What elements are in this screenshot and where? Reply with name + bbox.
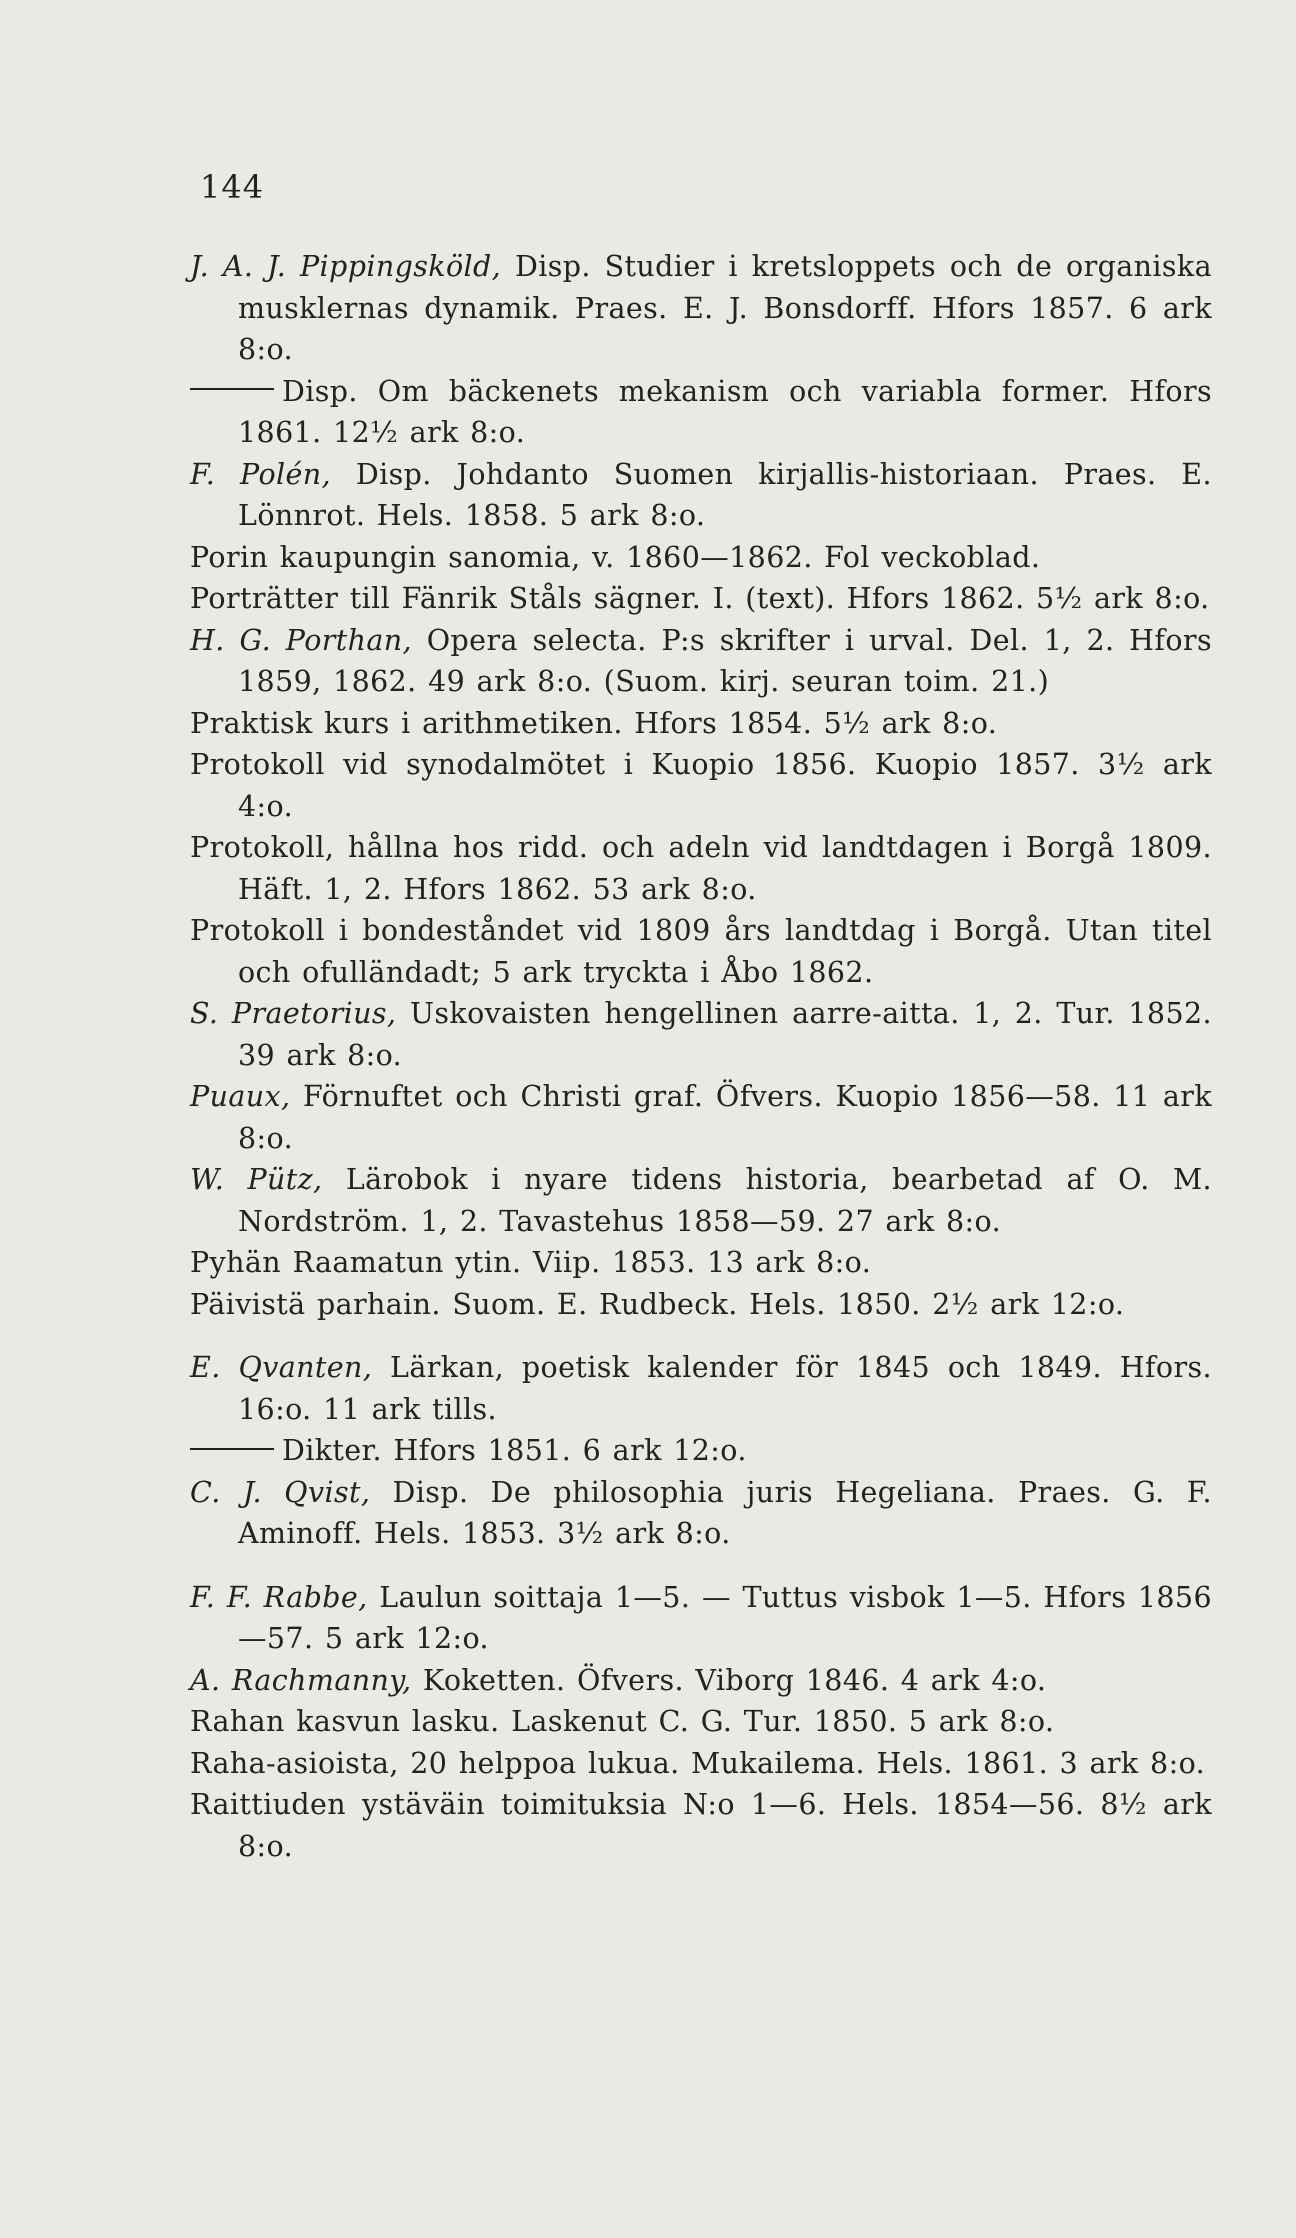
- ditto-dash: [190, 1448, 274, 1450]
- entry-text: Disp. Johdanto Suomen kirjallis-historiaan. Praes. E. Lönnrot. Hels. 1858. 5 ark 8:o.: [238, 457, 1212, 532]
- bibliography-entry: [190, 1284, 1212, 1326]
- entry-text: Laulun soittaja 1—5. — Tuttus visbok 1—5. Hfors 1856—57. 5 ark 12:o.: [238, 1580, 1212, 1655]
- entry-text: Protokoll, hållna hos ridd. och adeln vid landtdagen i Borgå 1809. Häft. 1, 2. Hfors 1862. 53 ark 8:o.: [190, 831, 1212, 906]
- bibliography-entry: [190, 1743, 1212, 1785]
- bibliography-entry: [190, 537, 1212, 579]
- page-number: 144: [200, 168, 265, 206]
- entry-text: Porträtter till Fänrik Ståls sägner. I. (text). Hfors 1862. 5½ ark 8:o.: [190, 582, 1210, 615]
- entry-author: A. Rachmanny,: [190, 1663, 412, 1697]
- entry-text: Pyhän Raamatun ytin. Viip. 1853. 13 ark 8:o.: [190, 1246, 872, 1279]
- entry-author: F. Polén,: [190, 457, 331, 491]
- entry-text: Dikter. Hfors 1851. 6 ark 12:o.: [282, 1434, 747, 1467]
- entry-text: Disp. De philosophia juris Hegeliana. Praes. G. F. Aminoff. Hels. 1853. 3½ ark 8:o.: [238, 1475, 1212, 1550]
- bibliography-entry: [190, 993, 1212, 1076]
- bibliography-entry: [190, 1472, 1212, 1555]
- bibliography-entry: [190, 454, 1212, 537]
- bibliography-entry: [190, 1347, 1212, 1430]
- bibliography-entry: [190, 910, 1212, 993]
- bibliography-entry: [190, 1784, 1212, 1867]
- bibliography-list: [190, 246, 1212, 1867]
- bibliography-entry: [190, 620, 1212, 703]
- entry-text: Opera selecta. P:s skrifter i urval. Del. 1, 2. Hfors 1859, 1862. 49 ark 8:o. (Suom. kirj. seuran toim. 21.): [238, 623, 1212, 698]
- bibliography-entry: [190, 1701, 1212, 1743]
- entry-text: Porin kaupungin sanomia, v. 1860—1862. Fol veckoblad.: [190, 540, 1041, 574]
- entry-text: Protokoll i bondeståndet vid 1809 års landtdag i Borgå. Utan titel och ofulländadt; 5 ark tryckta i Åbo 1862.: [190, 914, 1212, 989]
- bibliography-entry: [190, 1076, 1212, 1159]
- bibliography-entry: [190, 1660, 1212, 1702]
- bibliography-entry: [190, 578, 1212, 620]
- bibliography-entry: [190, 1242, 1212, 1284]
- bibliography-entry: [190, 1159, 1212, 1242]
- entry-text: Förnuftet och Christi graf. Öfvers. Kuopio 1856—58. 11 ark 8:o.: [238, 1080, 1212, 1155]
- entry-text: Päivistä parhain. Suom. E. Rudbeck. Hels. 1850. 2½ ark 12:o.: [190, 1287, 1125, 1321]
- entry-text: Raittiuden ystäväin toimituksia N:o 1—6. Hels. 1854—56. 8½ ark 8:o.: [190, 1788, 1212, 1863]
- entry-text: Disp. Om bäckenets mekanism och variabla former. Hfors 1861. 12½ ark 8:o.: [238, 374, 1212, 449]
- bibliography-entry: [190, 1430, 1212, 1472]
- entry-text: Koketten. Öfvers. Viborg 1846. 4 ark 4:o.: [422, 1663, 1047, 1697]
- entry-author: S. Praetorius,: [190, 997, 397, 1030]
- entry-author: Puaux,: [190, 1080, 291, 1113]
- bibliography-entry: [190, 371, 1212, 454]
- ditto-dash: [190, 388, 274, 390]
- entry-author: H. G. Porthan,: [190, 623, 413, 657]
- entry-text: Protokoll vid synodalmötet i Kuopio 1856. Kuopio 1857. 3½ ark 4:o.: [190, 748, 1212, 823]
- bibliography-entry: [190, 703, 1212, 745]
- entry-text: Uskovaisten hengellinen aarre-aitta. 1, 2. Tur. 1852. 39 ark 8:o.: [238, 997, 1212, 1072]
- entry-text: Praktisk kurs i arithmetiken. Hfors 1854. 5½ ark 8:o.: [190, 706, 998, 740]
- entry-author: W. Pütz,: [190, 1163, 323, 1196]
- entry-text: Rahan kasvun lasku. Laskenut C. G. Tur. 1850. 5 ark 8:o.: [190, 1705, 1055, 1738]
- entry-author: E. Qvanten,: [190, 1351, 373, 1384]
- bibliography-entry: [190, 246, 1212, 371]
- bibliography-entry: [190, 827, 1212, 910]
- bibliography-entry: [190, 744, 1212, 827]
- entry-text: Disp. Studier i kretsloppets och de organiska musklernas dynamik. Praes. E. J. Bonsdorff. Hfors 1857. 6 ark 8:o.: [238, 250, 1212, 366]
- entry-text: Lärobok i nyare tidens historia, bearbetad af O. M. Nordström. 1, 2. Tavastehus 1858—59. 27 ark 8:o.: [238, 1163, 1212, 1238]
- entry-author: F. F. Rabbe,: [190, 1580, 368, 1614]
- entry-author: J. A. J. Pippingsköld,: [190, 250, 502, 283]
- entry-text: Lärkan, poetisk kalender för 1845 och 1849. Hfors. 16:o. 11 ark tills.: [238, 1351, 1212, 1426]
- entry-text: Raha-asioista, 20 helppoa lukua. Mukailema. Hels. 1861. 3 ark 8:o.: [190, 1746, 1206, 1780]
- bibliography-entry: [190, 1577, 1212, 1660]
- entry-author: C. J. Qvist,: [190, 1475, 371, 1509]
